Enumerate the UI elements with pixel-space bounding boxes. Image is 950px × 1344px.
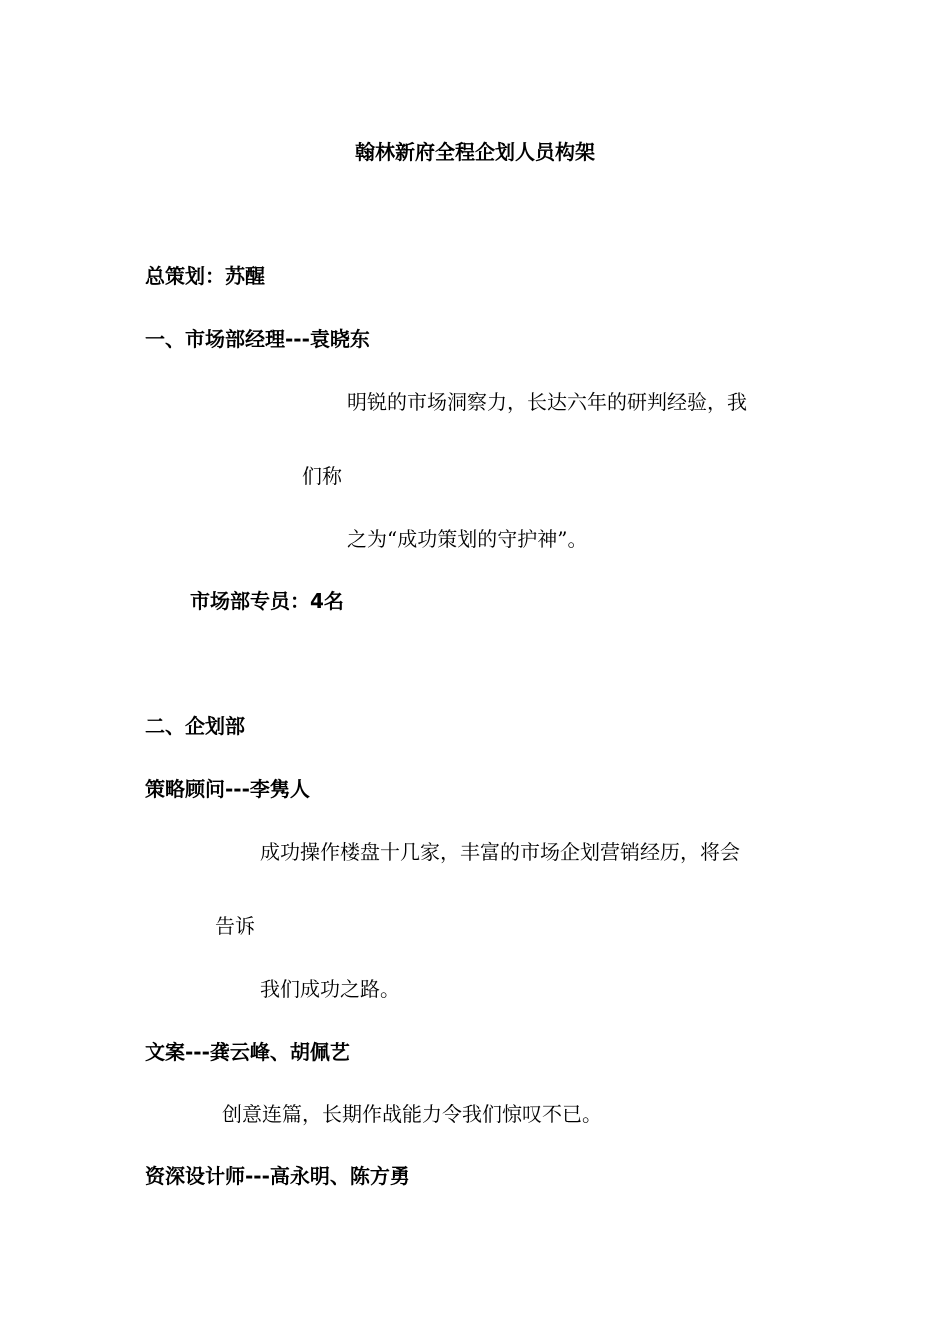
section1-desc-line3: 之为“成功策划的守护神”。 [347, 527, 588, 551]
section1-desc-line1: 明锐的市场洞察力，长达六年的研判经验，我 [347, 390, 747, 414]
designer-heading: 资深设计师---高永明、陈方勇 [145, 1164, 410, 1188]
advisor-desc-line2: 告诉 [215, 914, 255, 938]
advisor-desc-line1: 成功操作楼盘十几家，丰富的市场企划营销经历，将会 [260, 840, 740, 864]
section1-staff: 市场部专员：4名 [190, 589, 344, 613]
advisor-desc-line3: 我们成功之路。 [260, 977, 400, 1001]
section2-heading: 二、企划部 [145, 714, 245, 738]
chief-planner: 总策划：苏醒 [145, 264, 265, 288]
copywriter-heading: 文案---龚云峰、胡佩艺 [145, 1040, 350, 1064]
advisor-heading: 策略顾问---李隽人 [145, 777, 310, 801]
copywriter-desc: 创意连篇，长期作战能力令我们惊叹不已。 [222, 1102, 602, 1126]
document-title: 翰林新府全程企划人员构架 [355, 140, 595, 164]
section1-desc-line2: 们称 [302, 464, 342, 488]
section1-heading: 一、市场部经理---袁晓东 [145, 327, 370, 351]
